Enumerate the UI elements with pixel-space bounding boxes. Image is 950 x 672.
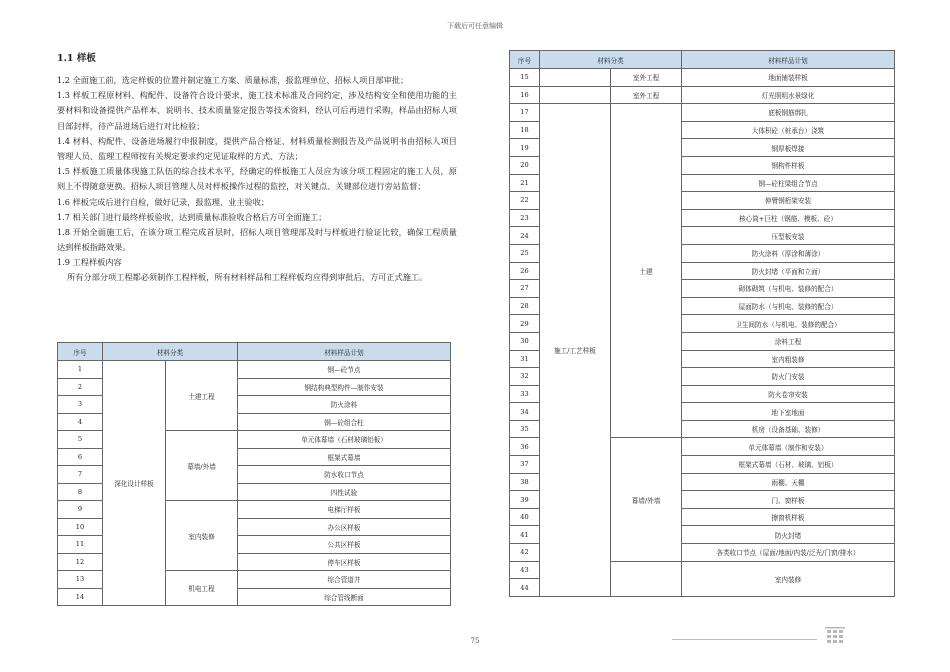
row-no: 10	[58, 518, 103, 536]
row-item: 各类收口节点（屋面/地面/内装/泛光/门窗/排水）	[682, 544, 895, 562]
col-header-category: 材料分类	[103, 343, 238, 361]
row-no: 27	[510, 280, 540, 298]
row-no: 6	[58, 448, 103, 466]
paragraph: 1.6 样板完成后进行自检，做好记录，报监理、业主验收；	[57, 196, 270, 207]
row-item: 钢—砼节点	[238, 361, 451, 379]
row-item: 屋面防水（与机电、装修的配合）	[682, 297, 895, 315]
row-item: 卫生间防水（与机电、装修的配合）	[682, 315, 895, 333]
row-no: 31	[510, 350, 540, 368]
row-no: 43	[510, 561, 540, 579]
row-no: 9	[58, 501, 103, 519]
row-no: 22	[510, 192, 540, 210]
row-item: 钢—砼柱梁组合节点	[682, 174, 895, 192]
row-item: 防火卷帘安装	[682, 385, 895, 403]
row-no: 5	[58, 431, 103, 449]
row-no: 13	[58, 571, 103, 589]
row-no: 33	[510, 385, 540, 403]
right-sample-table	[509, 50, 895, 597]
row-item: 室内粗装修	[682, 350, 895, 368]
col-header-no: 序号	[58, 343, 103, 361]
paragraph: 1.5 样板施工质量体现施工队伍的综合技术水平，经确定的样板施工人员应为该分项工程固定的施工人员，原则上不得随意更换。招标人项目管理人员对样板操作过程的监控，对关键点、关键部位进行旁站监督；	[57, 166, 457, 192]
row-no: 44	[510, 579, 540, 597]
row-item: 防火封堵	[682, 526, 895, 544]
table-row	[58, 361, 451, 379]
section-title: 1.1 样板	[57, 53, 96, 64]
row-item: 钢厚板焊接	[682, 139, 895, 157]
row-no: 26	[510, 262, 540, 280]
row-item: 防火涂料	[238, 396, 451, 414]
row-item: 涂料工程	[682, 332, 895, 350]
row-no: 36	[510, 438, 540, 456]
group-cell-blank	[611, 561, 682, 596]
row-no: 21	[510, 174, 540, 192]
group-cell-blank	[540, 86, 611, 104]
page-header-note: 下载后可任意编辑	[447, 22, 503, 30]
row-item: 擦窗机样板	[682, 508, 895, 526]
left-sample-table	[57, 342, 451, 606]
row-item: 地面铺装样板	[682, 69, 895, 87]
row-item: 砌体砌筑（与机电、装修的配合）	[682, 280, 895, 298]
sub-category-cell: 幕墙/外墙	[611, 438, 682, 561]
row-item: 电梯厅样板	[238, 501, 451, 519]
intro-paragraph: 所有分部分项工程都必须制作工程样板，所有材料样品和工程样板均应得到审批后，方可正式施工。	[67, 272, 428, 283]
row-item: 压型板安装	[682, 227, 895, 245]
row-no: 37	[510, 456, 540, 474]
row-item: 钢构件样板	[682, 156, 895, 174]
row-item: 地下室地面	[682, 403, 895, 421]
col-header-no: 序号	[510, 51, 540, 69]
row-no: 42	[510, 544, 540, 562]
row-no: 1	[58, 361, 103, 379]
footer-divider	[672, 639, 817, 640]
row-item: 综合管线断面	[238, 588, 451, 606]
row-item: 单元体幕墙（石材玻璃铝板）	[238, 431, 451, 449]
row-no: 32	[510, 368, 540, 386]
row-no: 23	[510, 209, 540, 227]
row-no: 39	[510, 491, 540, 509]
row-no: 24	[510, 227, 540, 245]
row-no: 20	[510, 156, 540, 174]
col-header-category: 材料分类	[540, 51, 682, 69]
row-no: 19	[510, 139, 540, 157]
table-row	[510, 104, 895, 122]
row-no: 35	[510, 420, 540, 438]
row-item: 大体积砼（桩承台）浇筑	[682, 121, 895, 139]
table-row	[510, 86, 895, 104]
row-item: 伸臂钢桁架安装	[682, 192, 895, 210]
paragraph: 1.3 样板工程原材料、构配件、设备符合设计要求，施工技术标准及合同约定，涉及结构安全和使用功能的主要材料和设备提供产品样本、说明书、技术质量鉴定报告等技术资料，经认可后再进行采购，样品由招标人项目部封样，待产品进场后进行对比检验；	[57, 90, 457, 131]
row-no: 28	[510, 297, 540, 315]
row-no: 16	[510, 86, 540, 104]
sub-category-cell: 幕墙/外墙	[166, 431, 238, 501]
table-row	[510, 69, 895, 87]
row-no: 34	[510, 403, 540, 421]
group-cell: 施工/工艺样板	[540, 104, 611, 597]
row-item: 底板钢筋绑扎	[682, 104, 895, 122]
row-no: 15	[510, 69, 540, 87]
subheading: 1.9 工程样板内容	[57, 257, 122, 268]
row-no: 41	[510, 526, 540, 544]
col-header-plan: 材料样品计划	[682, 51, 895, 69]
row-no: 38	[510, 473, 540, 491]
row-item: 钢—砼组合柱	[238, 413, 451, 431]
sub-category-cell: 室外工程	[611, 69, 682, 87]
sub-category-cell: 土建工程	[166, 361, 238, 431]
row-no: 3	[58, 396, 103, 414]
col-header-plan: 材料样品计划	[238, 343, 451, 361]
sub-category-cell: 土建	[611, 104, 682, 438]
row-no: 25	[510, 244, 540, 262]
row-item: 框架式幕墙	[238, 448, 451, 466]
row-item: 单元体幕墙（制作和安装）	[682, 438, 895, 456]
row-item: 防火门安装	[682, 368, 895, 386]
row-no: 29	[510, 315, 540, 333]
row-item: 办公区样板	[238, 518, 451, 536]
building-icon	[825, 627, 845, 649]
table-header-row	[510, 51, 895, 69]
row-item: 灯光照明水景绿化	[682, 86, 895, 104]
row-item: 防火封堵（平面和立面）	[682, 262, 895, 280]
paragraph: 1.2 全面施工前，选定样板的位置并制定施工方案、质量标准，报监理单位、招标人项目部审批；	[57, 75, 409, 85]
sub-category-cell: 室内装修	[166, 501, 238, 571]
row-no: 40	[510, 508, 540, 526]
left-column	[57, 50, 457, 286]
paragraph: 1.8 开始全面施工后，在该分项工程完成首层时，招标人项目管理部及时与样板进行验证比较，确保工程质量达到样板指路效果。	[57, 227, 457, 253]
row-item: 防水收口节点	[238, 466, 451, 484]
row-item: 综合管道井	[238, 571, 451, 589]
paragraph: 1.7 相关部门进行最终样板验收，达到质量标准验收合格后方可全面施工；	[57, 211, 327, 222]
row-no: 8	[58, 483, 103, 501]
sub-category-cell: 机电工程	[166, 571, 238, 606]
row-item: 框架式幕墙（石材、玻璃、铝板）	[682, 456, 895, 474]
row-item: 机房（设备基础、装修）	[682, 420, 895, 438]
table-header-row	[58, 343, 451, 361]
row-no: 30	[510, 332, 540, 350]
row-no: 14	[58, 588, 103, 606]
paragraph: 1.4 材料、构配件、设备进场履行申报制度，提供产品合格证、材料质量检测报告及产品说明书由招标人项目管理人员、监理工程师按有关规定要求约定见证取样的方式、方法；	[57, 135, 457, 162]
row-no: 2	[58, 378, 103, 396]
row-item: 钢结构典型构件—制作安装	[238, 378, 451, 396]
sub-category-cell: 室外工程	[611, 86, 682, 104]
row-item: 核心筒+巨柱（钢筋、模板、砼）	[682, 209, 895, 227]
row-no: 4	[58, 413, 103, 431]
row-item: 停车区样板	[238, 553, 451, 571]
row-no: 18	[510, 121, 540, 139]
row-item: 防火涂料（厚涂和薄涂）	[682, 244, 895, 262]
row-item: 四性试验	[238, 483, 451, 501]
row-no: 11	[58, 536, 103, 554]
row-item: 雨棚、天棚	[682, 473, 895, 491]
row-no: 12	[58, 553, 103, 571]
group-cell: 深化设计样板	[103, 361, 166, 606]
row-no: 17	[510, 104, 540, 122]
row-item: 门、窗样板	[682, 491, 895, 509]
group-cell-blank	[540, 69, 611, 87]
row-item: 公共区样板	[238, 536, 451, 554]
sub-category-cell: 室内装修	[682, 561, 895, 596]
row-no: 7	[58, 466, 103, 484]
page-number: 75	[470, 637, 480, 645]
